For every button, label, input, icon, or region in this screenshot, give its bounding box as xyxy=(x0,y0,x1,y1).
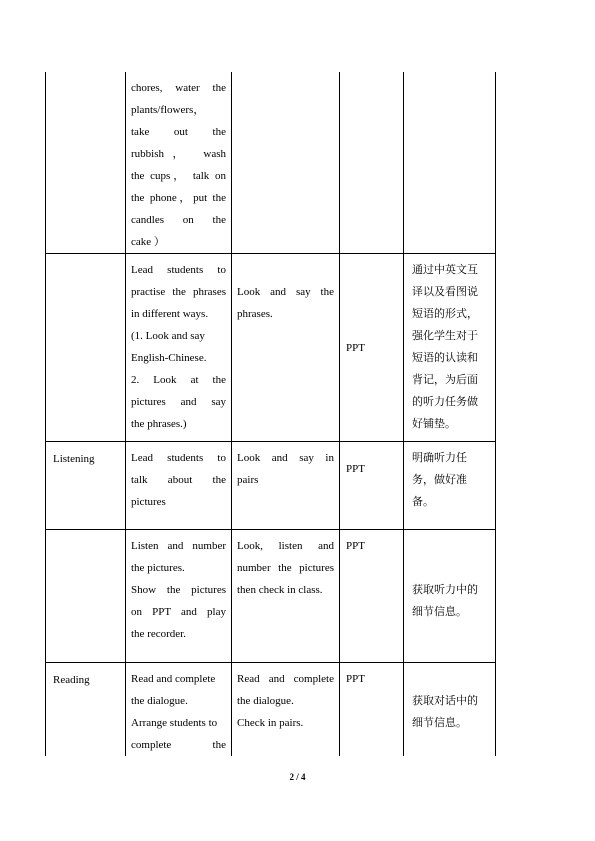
text-line: chores, water the xyxy=(131,82,226,94)
text-line: pictures xyxy=(131,496,166,508)
purpose-cell xyxy=(404,530,496,663)
text-line: 获取听力中的 xyxy=(412,583,478,596)
table-row xyxy=(46,663,496,757)
purpose-cell xyxy=(404,442,496,530)
student-activity-cell xyxy=(232,530,340,663)
text-line: Check in pairs. xyxy=(237,717,304,729)
stage-cell xyxy=(46,72,126,254)
resource-label: PPT xyxy=(346,540,365,552)
stage-cell xyxy=(46,254,126,442)
student-activity-cell xyxy=(232,72,340,254)
text-line: the phrases.) xyxy=(131,418,187,430)
purpose-cell xyxy=(404,72,496,254)
text-line: Lead students to xyxy=(131,264,226,276)
text-line: Lead students to xyxy=(131,452,226,464)
text-line: Read and complete xyxy=(237,673,334,685)
table-row xyxy=(46,72,496,254)
text-line: 细节信息。 xyxy=(412,605,467,618)
text-line: Look, listen and xyxy=(237,540,334,552)
text-line: in different ways. xyxy=(131,308,209,320)
resource-label: PPT xyxy=(346,341,365,354)
text-line: 好铺垫。 xyxy=(412,417,456,430)
text-line: on PPT and play xyxy=(131,606,226,618)
stage-cell xyxy=(46,530,126,663)
stage-label: Reading xyxy=(53,674,90,686)
table-row xyxy=(46,530,496,663)
teacher-activity-cell xyxy=(126,442,232,530)
text-line: 短语的认读和 xyxy=(412,351,478,364)
resource-cell xyxy=(340,663,404,757)
lesson-plan-table xyxy=(45,72,496,756)
stage-cell xyxy=(46,442,126,530)
text-line: the pictures. xyxy=(131,562,185,574)
text-line: Read and complete xyxy=(131,673,216,685)
resource-cell xyxy=(340,530,404,663)
text-line: 短语的形式， xyxy=(412,307,478,320)
purpose-cell xyxy=(404,254,496,442)
teacher-activity-cell xyxy=(126,663,232,757)
text-line: 务，做好准 xyxy=(412,473,467,486)
text-line: 的听力任务做 xyxy=(412,395,478,408)
resource-cell xyxy=(340,442,404,530)
text-line: rubbish， wash xyxy=(131,148,226,160)
text-line: complete the xyxy=(131,739,226,751)
text-line: 译以及看图说 xyxy=(412,285,478,298)
text-line: cake ） xyxy=(131,236,165,248)
teacher-activity-cell xyxy=(126,254,232,442)
text-line: practise the phrases xyxy=(131,286,226,298)
text-line: Look and say in xyxy=(237,452,334,464)
text-line: the dialogue. xyxy=(237,695,294,707)
text-line: Arrange students to xyxy=(131,717,218,729)
text-line: Show the pictures xyxy=(131,584,226,596)
page-number: 2 / 4 xyxy=(289,772,306,782)
stage-label: Listening xyxy=(53,453,95,465)
text-line: then check in class. xyxy=(237,584,323,596)
text-line: talk about the xyxy=(131,474,226,486)
text-line: number the pictures xyxy=(237,562,334,574)
student-activity-cell xyxy=(232,442,340,530)
text-line: 获取对话中的 xyxy=(412,694,478,707)
text-line: phrases. xyxy=(237,308,273,320)
text-line: Listen and number xyxy=(131,540,226,552)
text-line: take out the xyxy=(131,126,226,138)
student-activity-cell xyxy=(232,663,340,757)
table-row xyxy=(46,254,496,442)
table-row xyxy=(46,442,496,530)
teacher-activity-cell xyxy=(126,72,232,254)
text-line: 强化学生对于 xyxy=(412,329,478,342)
text-line: the phone，put the xyxy=(131,192,226,204)
teacher-activity-cell xyxy=(126,530,232,663)
text-line: pictures and say xyxy=(131,396,226,408)
text-line: 背记，为后面 xyxy=(412,373,478,386)
student-activity-cell xyxy=(232,254,340,442)
text-line: the dialogue. xyxy=(131,695,188,707)
stage-cell xyxy=(46,663,126,757)
resource-cell xyxy=(340,72,404,254)
resource-label: PPT xyxy=(346,673,365,685)
text-line: English-Chinese. xyxy=(131,352,207,364)
text-line: the cups， talk on xyxy=(131,170,226,182)
text-line: 细节信息。 xyxy=(412,716,467,729)
resource-label: PPT xyxy=(346,463,365,475)
text-line: 通过中英文互 xyxy=(412,263,478,276)
text-line: 2. Look at the xyxy=(131,374,226,386)
text-line: the recorder. xyxy=(131,628,186,640)
resource-cell xyxy=(340,254,404,442)
text-line: Look and say the xyxy=(237,286,334,298)
text-line: 明确听力任 xyxy=(412,451,467,464)
text-line: 备。 xyxy=(412,495,434,508)
text-line: candles on the xyxy=(131,214,226,226)
text-line: plants/flowers， xyxy=(131,104,205,116)
text-line: (1. Look and say xyxy=(131,330,205,342)
text-line: pairs xyxy=(237,474,259,486)
purpose-cell xyxy=(404,663,496,757)
